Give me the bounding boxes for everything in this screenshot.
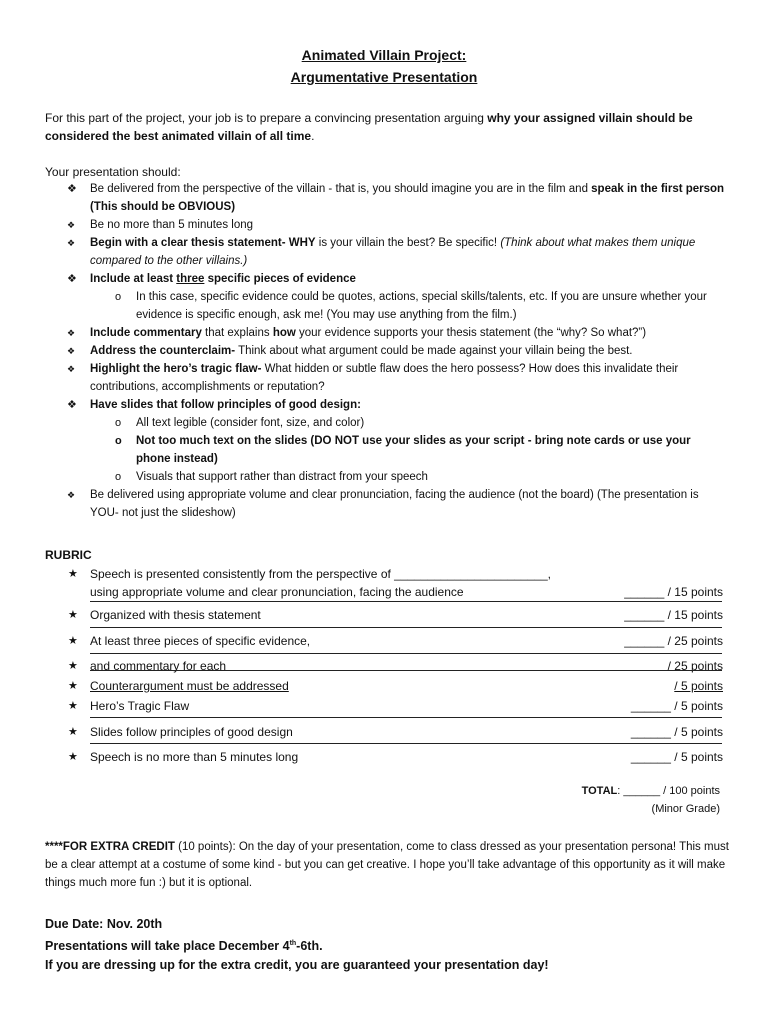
rubric-criterion: using appropriate volume and clear pronunciation, facing the audience	[90, 585, 464, 599]
divider	[90, 717, 722, 718]
divider	[90, 601, 722, 602]
item-italic: (Think about what makes them unique compared to the other villains.)	[90, 237, 696, 267]
star-bullet-icon: ★	[68, 680, 78, 692]
rubric-points: ______ / 25 points	[624, 634, 723, 648]
rubric-criterion: Speech is presented consistently from the perspective of _______________________,	[90, 567, 551, 581]
title-line-2: Argumentative Presentation	[290, 69, 478, 85]
rubric-criterion: Speech is no more than 5 minutes long	[90, 750, 299, 764]
diamond-bullet-icon: ❖	[67, 346, 76, 356]
item-text: your evidence supports your thesis statement (the “why? So what?”)	[295, 327, 647, 339]
total-score	[582, 785, 720, 797]
item-text: Be delivered using appropriate volume and clear pronunciation, facing the audience (not the board) (The presentation is YOU- not just the slideshow)	[90, 489, 699, 519]
should-heading: Your presentation should:	[45, 165, 181, 179]
extra-credit-label: ****FOR EXTRA CREDIT	[45, 841, 175, 853]
diamond-bullet-icon: ❖	[67, 490, 76, 500]
rubric-points: ______ / 5 points	[630, 699, 723, 713]
rubric-criterion: Counterargument must be addressed	[90, 679, 289, 693]
sub-item-text: Visuals that support rather than distract from your speech	[136, 471, 428, 483]
list-item	[0, 486, 768, 522]
item-text: Be delivered from the perspective of the villain - that is, you should imagine you are in the film and	[90, 183, 592, 195]
sub-list	[90, 414, 728, 486]
extra-credit-text: (10 points): On the day of your presentation, come to class dressed as your presentation persona! This must be a clear attempt at a costume of some kind - but you can get creative. I hope you’ll take advantage of this opportunity as it will make things much more fun :) but it is optional.	[45, 841, 729, 889]
diamond-bullet-icon: ❖	[67, 399, 77, 411]
rubric-criterion: and commentary for each	[90, 659, 227, 673]
item-bold: specific pieces of evidence	[204, 273, 356, 285]
rubric-points: ______ / 15 points	[624, 585, 723, 599]
sub-list-item	[90, 432, 728, 468]
list-item	[0, 234, 768, 270]
item-bold: how	[272, 327, 296, 339]
circle-bullet-icon: o	[115, 435, 122, 447]
list-item	[0, 270, 768, 324]
divider	[90, 627, 722, 628]
presentation-dates	[45, 934, 323, 956]
superscript: th	[289, 940, 297, 947]
sub-item-text: All text legible (consider font, size, and color)	[136, 417, 365, 429]
star-bullet-icon: ★	[68, 660, 78, 672]
list-item	[0, 360, 768, 396]
rubric-heading: RUBRIC	[45, 548, 92, 562]
star-bullet-icon: ★	[68, 700, 78, 712]
rubric-criterion: Hero’s Tragic Flaw	[90, 699, 190, 713]
sub-list-item	[90, 414, 728, 432]
item-text: Think about what argument could be made against your villain being the best.	[235, 345, 633, 357]
diamond-bullet-icon: ❖	[67, 273, 77, 285]
total-note: (Minor Grade)	[651, 803, 720, 815]
title-line-1: Animated Villain Project:	[301, 47, 467, 63]
list-item	[0, 396, 768, 486]
list-item	[0, 342, 768, 360]
star-bullet-icon: ★	[68, 635, 78, 647]
item-bold: Begin with a clear thesis statement- WHY	[90, 237, 316, 249]
item-bold: Have slides that follow principles of good design:	[90, 399, 361, 411]
intro-end: .	[311, 129, 315, 143]
due-date: Due Date: Nov. 20th	[45, 917, 163, 931]
intro-text: For this part of the project, your job is to prepare a convincing presentation arguing	[45, 111, 488, 125]
star-bullet-icon: ★	[68, 726, 78, 738]
rubric-points: / 25 points	[667, 659, 723, 673]
diamond-bullet-icon: ❖	[67, 238, 76, 248]
guarantee-note: If you are dressing up for the extra credit, you are guaranteed your presentation day!	[45, 958, 549, 972]
sub-item-text: Not too much text on the slides (DO NOT use your slides as your script - bring note cards or use your phone instead)	[136, 435, 691, 465]
sub-list-item	[90, 468, 728, 486]
sub-list-item	[90, 288, 728, 324]
total-value: : ______ / 100 points	[617, 785, 720, 797]
rubric-criterion: At least three pieces of specific evidence,	[90, 634, 311, 648]
item-bold: speak in the first person (This should be OBVIOUS)	[90, 183, 725, 213]
star-bullet-icon: ★	[68, 751, 78, 763]
item-text: Be no more than 5 minutes long	[90, 219, 254, 231]
sub-list	[90, 288, 728, 324]
diamond-bullet-icon: ❖	[67, 328, 76, 338]
divider	[90, 653, 722, 654]
intro-paragraph	[45, 109, 725, 145]
item-text: that explains	[201, 327, 273, 339]
circle-bullet-icon: o	[115, 471, 122, 483]
item-text: What hidden or subtle flaw does the hero possess? How does this invalidate their contributions, accomplishments or reputation?	[90, 363, 679, 393]
strike-line	[90, 670, 722, 671]
sub-item-text: In this case, specific evidence could be quotes, actions, special skills/talents, etc. If you are unsure whether your evidence is specific enough, ask me! (You may use anything from the film.)	[136, 291, 707, 321]
intro-bold: why your assigned villain should be considered the best animated villain of all time	[45, 111, 693, 143]
item-bold: Address the counterclaim-	[90, 345, 236, 357]
item-bold: Include at least	[90, 273, 177, 285]
requirements-list	[0, 180, 768, 522]
rubric-points: / 5 points	[674, 679, 723, 693]
extra-credit-paragraph	[45, 838, 735, 892]
presentation-dates-end: -6th.	[296, 939, 323, 954]
diamond-bullet-icon: ❖	[67, 220, 76, 230]
list-item	[0, 216, 768, 234]
item-text: is your villain the best? Be specific!	[315, 237, 501, 249]
rubric-points: ______ / 5 points	[630, 750, 723, 764]
star-bullet-icon: ★	[68, 568, 78, 580]
presentation-dates-text: Presentations will take place December 4	[45, 939, 290, 954]
circle-bullet-icon: o	[115, 417, 122, 429]
item-bold: Include commentary	[90, 327, 202, 339]
rubric-points: ______ / 5 points	[630, 725, 723, 739]
list-item	[0, 180, 768, 216]
divider	[90, 743, 722, 744]
list-item	[0, 324, 768, 342]
star-bullet-icon: ★	[68, 609, 78, 621]
rubric-criterion: Organized with thesis statement	[90, 608, 261, 622]
item-bold: Highlight the hero’s tragic flaw-	[90, 363, 262, 375]
circle-bullet-icon: o	[115, 291, 122, 303]
rubric-points: ______ / 15 points	[624, 608, 723, 622]
diamond-bullet-icon: ❖	[67, 364, 76, 374]
rubric-criterion: Slides follow principles of good design	[90, 725, 293, 739]
total-label: TOTAL	[581, 785, 618, 797]
item-bold-underline: three	[176, 273, 205, 285]
diamond-bullet-icon: ❖	[67, 183, 77, 195]
